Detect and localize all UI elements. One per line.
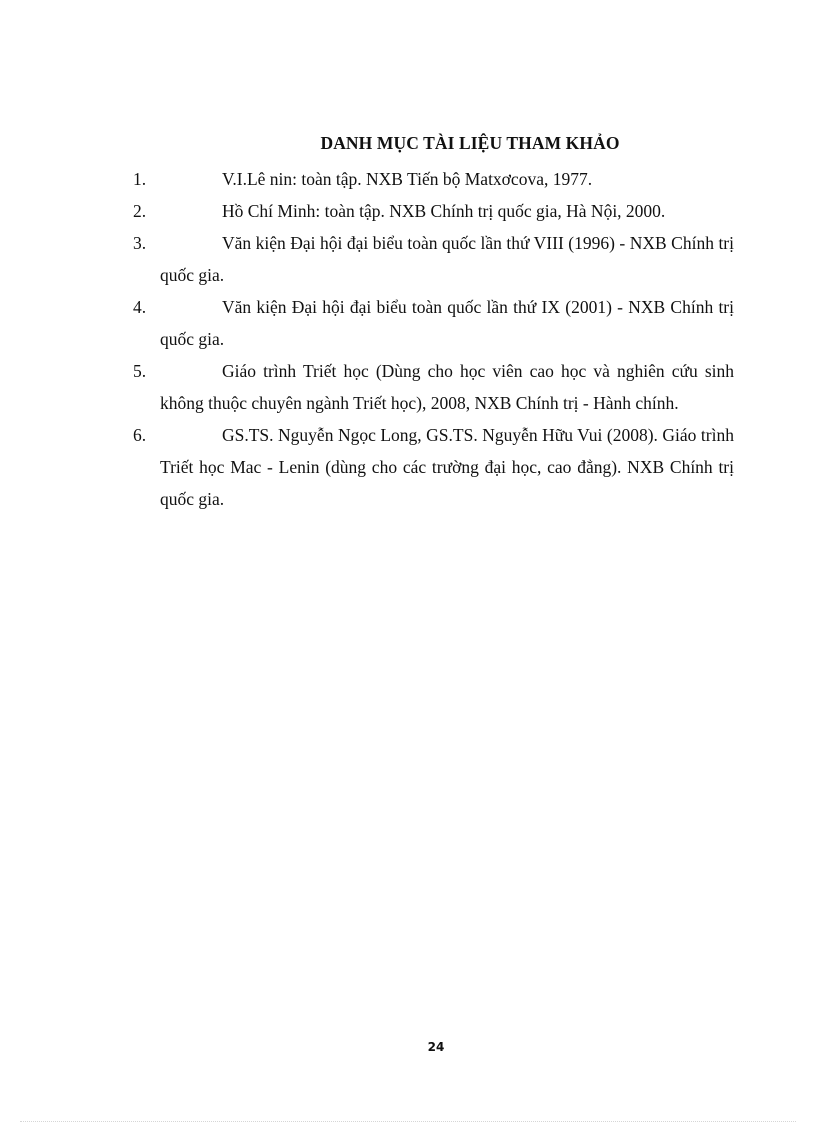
page-number: 24 (427, 1040, 445, 1054)
reference-text: Hồ Chí Minh: toàn tập. NXB Chính trị quốc gia, Hà Nội, 2000. (222, 201, 666, 221)
reference-item (133, 291, 734, 355)
reference-number: 6. (133, 425, 147, 445)
reference-item (133, 355, 734, 419)
reference-text: GS.TS. Nguyễn Ngọc Long, GS.TS. Nguyễn Hữu Vui (2008). Giáo trình Triết học Mac - Lenin (dùng cho các trường đại học, cao đẳng). NXB Chính trị quốc gia. (160, 425, 734, 509)
reference-item (133, 163, 734, 195)
reference-number: 5. (133, 361, 147, 381)
reference-number: 4. (133, 297, 147, 317)
reference-number: 3. (133, 233, 147, 253)
reference-text: Văn kiện Đại hội đại biểu toàn quốc lần thứ IX (2001) - NXB Chính trị quốc gia. (160, 297, 734, 349)
reference-text: V.I.Lê nin: toàn tập. NXB Tiến bộ Matxơcova, 1977. (222, 169, 593, 189)
reference-number: 2. (133, 201, 147, 221)
reference-list (133, 163, 734, 515)
page-title: DANH MỤC TÀI LIỆU THAM KHẢO (320, 133, 620, 153)
reference-item (133, 419, 734, 515)
reference-item (133, 195, 734, 227)
reference-number: 1. (133, 169, 147, 189)
reference-text: Văn kiện Đại hội đại biểu toàn quốc lần thứ VIII (1996) - NXB Chính trị quốc gia. (160, 233, 734, 285)
reference-item (133, 227, 734, 291)
page-bottom-divider (20, 1121, 796, 1122)
reference-text: Giáo trình Triết học (Dùng cho học viên cao học và nghiên cứu sinh không thuộc chuyên ngành Triết học), 2008, NXB Chính trị - Hành chính. (160, 361, 734, 413)
